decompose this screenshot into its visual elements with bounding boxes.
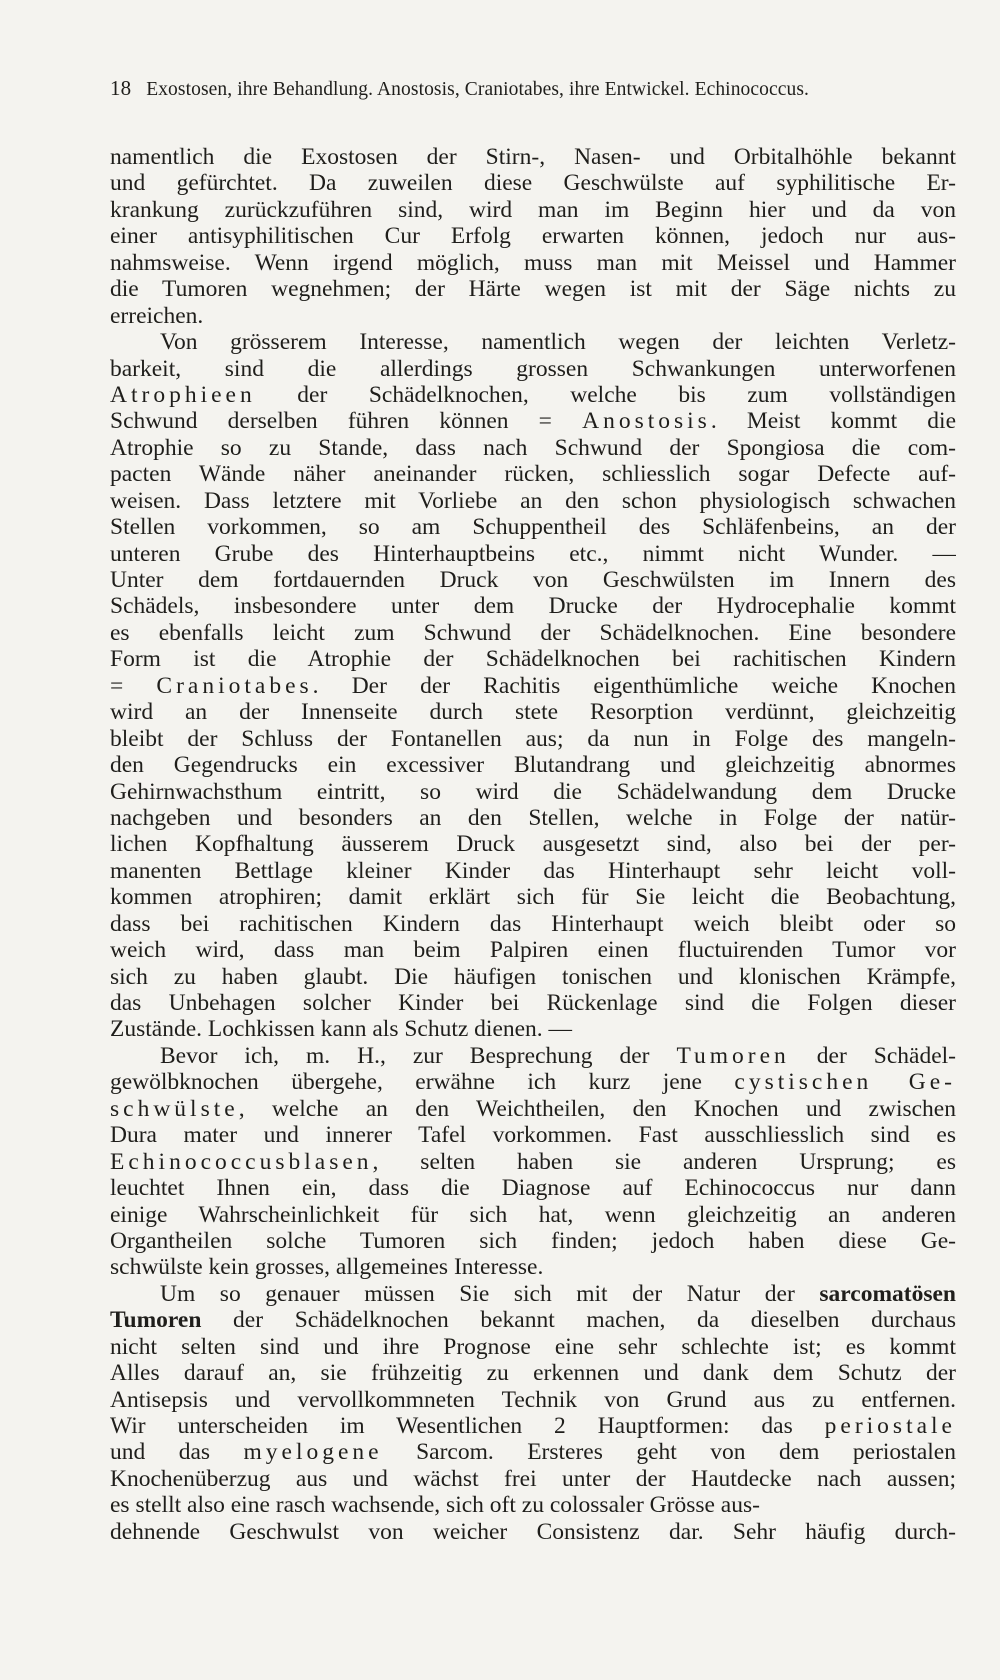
text-run: kommen atrophiren; damit erklärt sich für Sie leicht die Beobachtung, [110,884,956,911]
spaced-term: periostale [824,1413,956,1439]
text-run: manenten Bettlage kleiner Kinder das Hinterhaupt sehr leicht voll- [110,857,956,884]
text-run: Unter dem fortdauernden Druck von Geschwülsten im Innern des [110,567,956,593]
text-run: erreichen. [110,302,204,329]
text-run: Knochenüberzug aus und wächst frei unter der Hautdecke nach aussen; [110,1465,956,1492]
text-run: . Meist kommt die [710,408,956,435]
text-run: Organtheilen solche Tumoren sich finden; jedoch haben diese Ge- [110,1227,956,1254]
text-line [110,223,956,249]
text-line [110,303,956,329]
text-run: krankung zurückzuführen sind, wird man im Beginn hier und da von [110,196,956,223]
text-line [110,488,956,514]
text-run: der Schädelknochen bekannt machen, da dieselben durchaus [201,1307,956,1334]
text-line [110,726,956,752]
text-line [110,1043,956,1069]
text-run: wird an der Innenseite durch stete Resorption verdünnt, gleichzeitig [110,699,956,726]
text-line [110,1307,956,1333]
text-line [110,937,956,963]
text-run: den Gegendrucks ein excessiver Blutandrang und gleichzeitig abnormes [110,752,956,779]
spaced-term: schwülste [110,1095,239,1122]
text-run: einige Wahrscheinlichkeit für sich hat, wenn gleichzeitig an anderen [110,1201,956,1228]
text-line [110,911,956,937]
text-run: leuchtet Ihnen ein, dass die Diagnose auf Echinococcus nur dann [110,1175,956,1202]
text-run: der Schädel- [789,1042,956,1069]
text-line [110,514,956,540]
text-run: Form ist die Atrophie der Schädelknochen bei rachitischen Kindern [110,646,956,673]
bold-term: Tumoren [110,1307,202,1334]
text-line [110,831,956,857]
text-run: Wir unterscheiden im Wesentlichen 2 Hauptformen: das [110,1413,825,1439]
text-line [110,461,956,487]
text-line [110,1122,956,1148]
text-line [110,699,956,725]
text-run: Von grösserem Interesse, namentlich wegen der leichten Verletz- [160,329,956,356]
text-run: dass bei rachitischen Kindern das Hinterhaupt weich bleibt oder so [110,910,956,937]
text-run: und gefürchtet. Da zuweilen diese Geschwülste auf syphilitische Er- [110,170,956,197]
text-line [110,884,956,910]
text-line [110,1439,956,1465]
text-line [110,435,956,461]
text-line [110,1387,956,1413]
text-line [110,276,956,302]
text-run: schwülste kein grosses, allgemeines Interesse. [110,1254,544,1281]
text-run: pacten Wände näher aneinander rücken, schliesslich sogar Defecte auf- [110,461,956,488]
text-run: Schädels, insbesondere unter dem Drucke der Hydrocephalie kommt [110,593,956,620]
text-run: Atrophie so zu Stande, dass nach Schwund der Spongiosa die com- [110,434,956,461]
text-line [110,567,956,593]
text-run: Bevor ich, m. H., zur Besprechung der [160,1042,677,1069]
bold-term: sarcomatösen [819,1280,956,1307]
text-line [110,1254,956,1280]
text-run: Alles darauf an, sie frühzeitig zu erkennen und dank dem Schutz der [110,1360,956,1387]
spaced-term: myelogene [243,1439,383,1466]
text-line [110,620,956,646]
text-line [110,964,956,990]
text-line [110,1466,956,1492]
text-run: weich wird, dass man beim Palpiren einen fluctuirenden Tumor vor [110,937,956,964]
text-line [110,1202,956,1228]
text-run: Stellen vorkommen, so am Schuppentheil des Schläfenbeins, an der [110,514,956,541]
text-line [110,144,956,170]
text-run: die Tumoren wegnehmen; der Härte wegen ist mit der Säge nichts zu [110,276,956,303]
text-line [110,541,956,567]
page-number: 18 [110,76,132,100]
text-run: = [110,672,157,699]
text-line [110,382,956,408]
text-run: barkeit, sind die allerdings grossen Schwankungen unterworfenen [110,355,956,382]
text-line [110,1360,956,1386]
text-run: gewölbknochen übergehe, erwähne ich kurz jene [110,1069,735,1096]
text-line [110,646,956,672]
text-run: Gehirnwachsthum eintritt, so wird die Schädelwandung dem Drucke [110,778,956,805]
text-run: dehnende Geschwulst von weicher Consistenz dar. Sehr häufig durch- [110,1518,956,1545]
text-run: Antisepsis und vervollkommneten Technik von Grund aus zu entfernen. [110,1386,956,1413]
text-run: einer antisyphilitischen Cur Erfolg erwarten können, jedoch nur aus- [110,223,956,250]
text-line [110,593,956,619]
spaced-term: Anostosis [582,408,711,435]
body-text [110,144,956,1545]
text-line [110,1228,956,1254]
text-run: nicht selten sind und ihre Prognose eine sehr schlechte ist; es kommt [110,1333,956,1360]
text-line [110,170,956,196]
text-run: der Schädelknochen, welche bis zum vollständigen [255,381,956,408]
text-run: , welche an den Weichtheilen, den Knochen und zwischen [238,1095,956,1122]
text-run: nachgeben und besonders an den Stellen, welche in Folge der natür- [110,804,956,831]
spaced-term: Atrophieen [110,381,256,408]
text-line [110,329,956,355]
text-run: bleibt der Schluss der Fontanellen aus; da nun in Folge des mangeln- [110,725,956,752]
text-run: , selten haben sie anderen Ursprung; es [372,1148,956,1175]
text-run: Zustände. Lochkissen kann als Schutz dienen. — [110,1016,573,1043]
text-line [110,1413,956,1439]
text-run: sich zu haben glaubt. Die häufigen tonischen und klonischen Krämpfe, [110,963,956,990]
text-run: es ebenfalls leicht zum Schwund der Schädelknochen. Eine besondere [110,619,956,646]
text-line [110,1016,956,1042]
spaced-term: Craniotabes [156,672,313,699]
text-line [110,408,956,434]
text-line [110,805,956,831]
text-run: nahmsweise. Wenn irgend möglich, muss man mit Meissel und Hammer [110,249,956,276]
text-line [110,752,956,778]
text-run: es stellt also eine rasch wachsende, sich oft zu colossaler Grösse aus- [110,1492,760,1519]
text-line [110,673,956,699]
text-run: das Unbehagen solcher Kinder bei Rückenlage sind die Folgen dieser [110,990,956,1016]
text-run: Schwund derselben führen können = [110,408,583,435]
text-line [110,197,956,223]
text-line [110,1175,956,1201]
text-line [110,858,956,884]
text-run: unteren Grube des Hinterhauptbeins etc., nimmt nicht Wunder. — [110,540,956,567]
text-run: weisen. Dass letztere mit Vorliebe an den schon physiologisch schwachen [110,487,956,514]
running-head [110,74,956,104]
text-line [110,356,956,382]
text-line [110,1149,956,1175]
running-title: Exostosen, ihre Behandlung. Anostosis, Craniotabes, ihre Entwickel. Echinococcus. [146,79,810,100]
spaced-term: Echinococcusblasen [110,1148,373,1175]
text-line [110,1069,956,1095]
text-run: Um so genauer müssen Sie sich mit der Natur der [160,1280,820,1307]
text-line [110,1519,956,1545]
text-run: und das [110,1439,244,1466]
text-run: namentlich die Exostosen der Stirn-, Nasen- und Orbitalhöhle bekannt [110,144,956,170]
text-run: Sarcom. Ersteres geht von dem periostalen [382,1439,956,1466]
text-line [110,1096,956,1122]
text-line [110,1334,956,1360]
spaced-term: cystischen Ge- [734,1069,956,1096]
text-run: Dura mater und innerer Tafel vorkommen. Fast ausschliesslich sind es [110,1122,956,1149]
text-run: lichen Kopfhaltung äusserem Druck ausgesetzt sind, also bei der per- [110,831,956,858]
text-run: . Der der Rachitis eigenthümliche weiche Knochen [312,672,956,699]
spaced-term: Tumoren [676,1042,790,1069]
text-line [110,1492,956,1518]
text-line [110,779,956,805]
text-line [110,1281,956,1307]
text-line [110,990,956,1016]
text-line [110,250,956,276]
